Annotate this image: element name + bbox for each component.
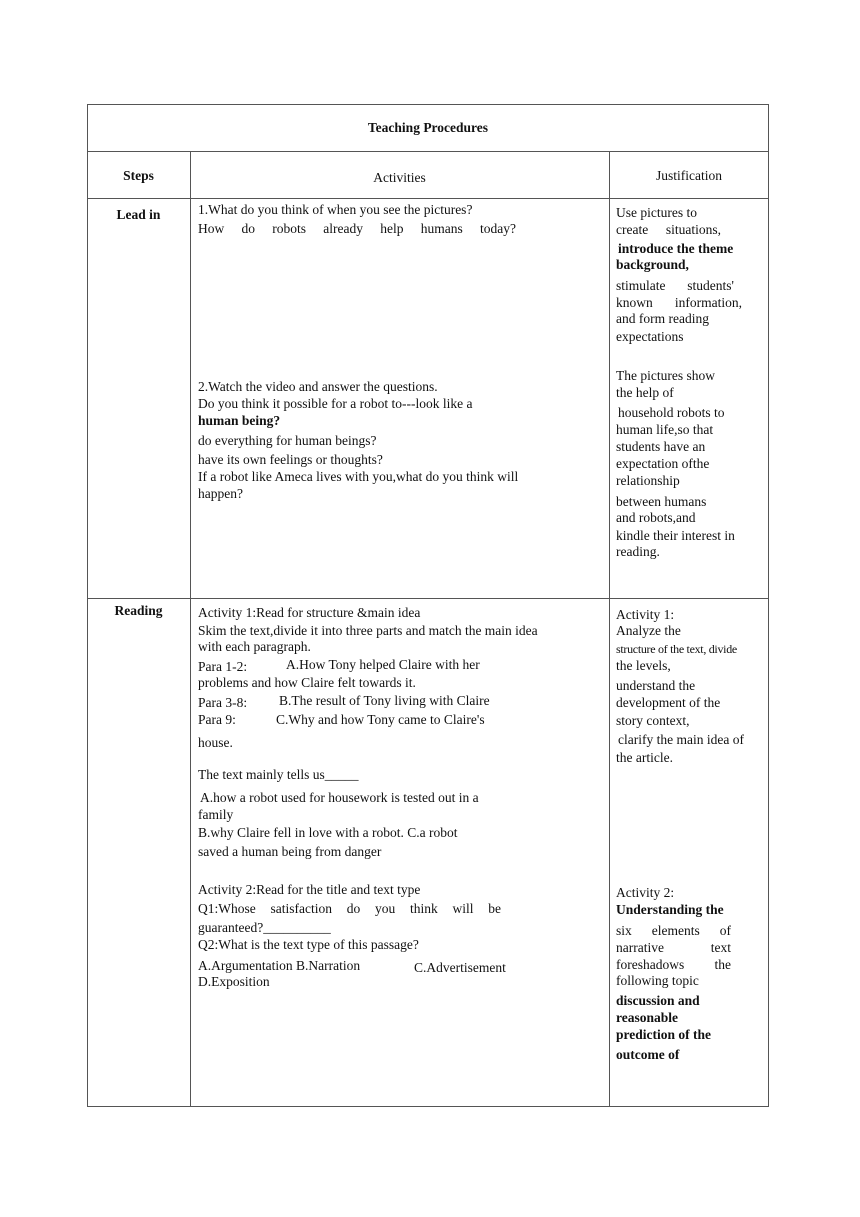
lead-in-just2-line: household robots to — [618, 405, 725, 420]
header-steps: Steps — [123, 168, 154, 183]
mc-option: family — [198, 807, 234, 822]
reading-just2-bold: prediction of the — [616, 1027, 711, 1042]
reading-just-line: clarify the main idea of — [618, 732, 744, 747]
lead-in-just2-line: relationship — [616, 473, 680, 488]
activity-2-title: Activity 2:Read for the title and text type — [198, 882, 421, 897]
lead-in-just2-line: The pictures show — [616, 368, 715, 383]
activity-2-q1: Q1:Whose satisfaction do you think will be — [198, 901, 501, 916]
para-label: Para 1-2: — [198, 659, 248, 674]
reading-just2-line: following topic — [616, 973, 699, 988]
reading-just2-bold: reasonable — [616, 1010, 679, 1025]
reading-just-line: the levels, — [616, 658, 671, 673]
para-label: Para 9: — [198, 712, 236, 727]
activity-2-q1: guaranteed?__________ — [198, 920, 331, 935]
column-divider — [609, 151, 610, 1107]
lead-in-question-2a-bold: human being? — [198, 413, 281, 428]
para-text: B.The result of Tony living with Claire — [279, 693, 490, 708]
mc-question: The text mainly tells us_____ — [198, 767, 359, 782]
lead-in-question-1b: How do robots already help humans today? — [198, 221, 516, 236]
reading-just-line: development of the — [616, 695, 721, 710]
reading-just2-bold: Understanding the — [616, 902, 724, 917]
reading-just2-line: six elements of — [616, 923, 731, 938]
lead-in-just-line: Use pictures to — [616, 205, 697, 220]
activity-2-q2: Q2:What is the text type of this passage? — [198, 937, 419, 952]
lead-in-question-2b: do everything for human beings? — [198, 433, 377, 448]
lead-in-just-line: stimulate students' — [616, 278, 734, 293]
lead-in-just-bold: background, — [616, 257, 689, 272]
column-divider — [190, 151, 191, 1107]
reading-just2-line: narrative text — [616, 940, 731, 955]
lead-in-just-bold: introduce the theme — [618, 241, 734, 256]
step-reading: Reading — [114, 603, 163, 618]
mc-option: saved a human being from danger — [198, 844, 382, 859]
header-activities: Activities — [373, 170, 426, 185]
reading-just2-title: Activity 2: — [616, 885, 675, 900]
mc-option: A.how a robot used for housework is tested out in a — [200, 790, 479, 805]
activity-1-line: with each paragraph. — [198, 639, 311, 654]
reading-just-line: the article. — [616, 750, 673, 765]
activity-1-line: Skim the text,divide it into three parts and match the main idea — [198, 623, 538, 638]
lead-in-just-line: create situations, — [616, 222, 721, 237]
lead-in-question-2c: have its own feelings or thoughts? — [198, 452, 383, 467]
header-justification: Justification — [656, 168, 722, 183]
lead-in-just2-line: human life,so that — [616, 422, 714, 437]
reading-just-line: Activity 1: — [616, 607, 675, 622]
lead-in-just2-line: and robots,and — [616, 510, 696, 525]
lead-in-question-1: 1.What do you think of when you see the pictures? — [198, 202, 473, 217]
reading-just-line: understand the — [616, 678, 696, 693]
reading-just2-bold: outcome of — [616, 1047, 680, 1062]
para-text: house. — [198, 735, 233, 750]
reading-just-line: story context, — [616, 713, 690, 728]
reading-just2-line: foreshadows the — [616, 957, 731, 972]
lead-in-question-2: 2.Watch the video and answer the questions. — [198, 379, 438, 394]
lead-in-just-line: expectations — [616, 329, 684, 344]
step-lead-in: Lead in — [116, 207, 161, 222]
activity-2-option: A.Argumentation B.Narration — [198, 958, 361, 973]
reading-just-small: structure of the text, divide — [616, 642, 737, 656]
para-text: A.How Tony helped Claire with her — [286, 657, 480, 672]
lead-in-just2-line: students have an — [616, 439, 706, 454]
reading-just2-bold: discussion and — [616, 993, 700, 1008]
para-label: Para 3-8: — [198, 695, 248, 710]
activity-2-option: C.Advertisement — [414, 960, 506, 975]
para-text: problems and how Claire felt towards it. — [198, 675, 416, 690]
para-text: C.Why and how Tony came to Claire's — [276, 712, 485, 727]
lead-in-just2-line: the help of — [616, 385, 674, 400]
lead-in-just-line: known information, — [616, 295, 742, 310]
activity-1-title: Activity 1:Read for structure &main idea — [198, 605, 421, 620]
mc-option: B.why Claire fell in love with a robot. C.a robot — [198, 825, 458, 840]
lead-in-just2-line: kindle their interest in — [616, 528, 735, 543]
lead-in-question-2e: happen? — [198, 486, 243, 501]
table-title: Teaching Procedures — [367, 120, 489, 135]
lead-in-just2-line: expectation ofthe — [616, 456, 710, 471]
lead-in-just2-line: between humans — [616, 494, 707, 509]
activity-2-option: D.Exposition — [198, 974, 270, 989]
lead-in-question-2d: If a robot like Ameca lives with you,what do you think will — [198, 469, 519, 484]
lead-in-just-line: and form reading — [616, 311, 709, 326]
lead-in-just2-line: reading. — [616, 544, 660, 559]
reading-just-line: Analyze the — [616, 623, 681, 638]
lead-in-question-2a: Do you think it possible for a robot to---look like a — [198, 396, 473, 411]
